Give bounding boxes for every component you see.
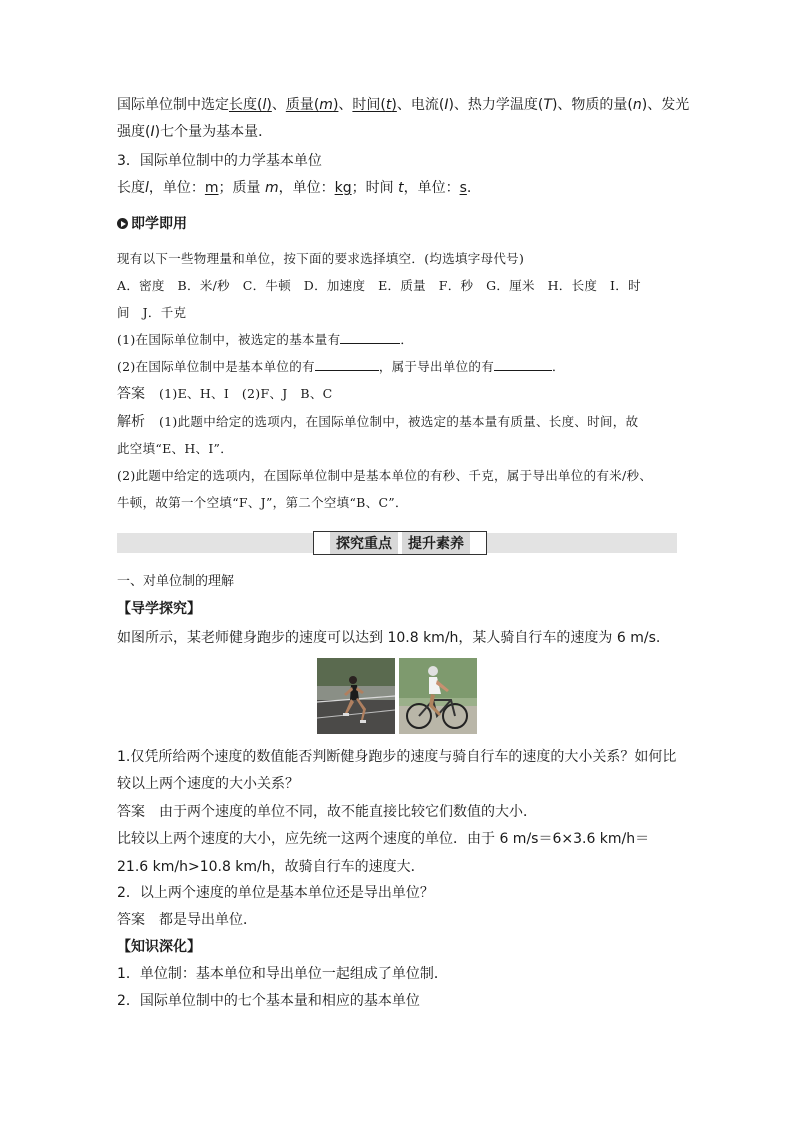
time-term: 时间(t)	[352, 97, 397, 113]
practice-answer: 答案 (1)E、H、I (2)F、J B、C	[117, 386, 333, 402]
practice-analysis-4: 牛顿，故第一个空填“F、J”，第二个空填“B、C”．	[117, 495, 408, 510]
practice-heading: 即学即用	[117, 214, 187, 234]
analysis-label: 解析	[117, 414, 145, 430]
a2-line: 答案 都是导出单位．	[117, 912, 257, 928]
banner-part-2: 提升素养	[402, 532, 470, 554]
practice-analysis-2: 此空填“E、H、I”．	[117, 441, 234, 456]
intro-text: 国际单位制中选定	[117, 97, 229, 113]
knowledge-2: 2．国际单位制中的七个基本量和相应的基本单位	[117, 993, 420, 1009]
runner-photo	[317, 658, 395, 734]
answer-blank-2	[315, 358, 379, 371]
sec3-units-line: 长度l，单位：m；质量 m，单位：kg；时间 t，单位：s.	[117, 180, 472, 196]
unit-s: s	[459, 180, 467, 196]
cyclist-image	[399, 658, 477, 734]
unit-m: m	[204, 180, 219, 196]
q1-line-1: 1.仅凭所给两个速度的数值能否判断健身跑步的速度与骑自行车的速度的大小关系？如何比	[117, 749, 677, 765]
mass-term: 质量(m)	[285, 97, 339, 113]
answer-blank-1	[340, 331, 400, 344]
guide-heading: 【导学探究】	[117, 601, 201, 617]
section1-title: 一、对单位制的理解	[117, 574, 235, 589]
unit-kg: kg	[334, 180, 352, 196]
practice-options-2: 间 J．千克	[117, 305, 187, 320]
banner-part-1: 探究重点	[330, 532, 398, 554]
banner-title	[313, 531, 487, 555]
cyclist-photo	[399, 658, 477, 734]
answer-label: 答案	[117, 804, 145, 820]
a1-line-1: 答案 由于两个速度的单位不同，故不能直接比较它们数值的大小．	[117, 804, 537, 820]
answer-label: 答案	[117, 386, 145, 402]
length-term: 长度(l)	[229, 97, 272, 113]
practice-q1: (1)在国际单位制中，被选定的基本量有 ．	[117, 332, 414, 347]
practice-analysis-3: (2)此题中给定的选项内，在国际单位制中是基本单位的有秒、千克，属于导出单位的有米/秒、	[117, 468, 653, 483]
sec3-title: 3．国际单位制中的力学基本单位	[117, 153, 322, 169]
bracket-icon: 【	[117, 939, 131, 955]
play-circle-icon	[117, 218, 128, 229]
intro-line-2: 强度(I)七个量为基本量．	[117, 124, 273, 140]
answer-label: 答案	[117, 912, 145, 928]
a1-line-2: 比较以上两个速度的大小，应先统一这两个速度的单位．由于 6 m/s＝6×3.6 km/h＝	[117, 831, 650, 847]
a1-line-3: 21.6 km/h>10.8 km/h，故骑自行车的速度大．	[117, 859, 425, 875]
section-banner	[117, 533, 677, 553]
q2-line: 2．以上两个速度的单位是基本单位还是导出单位？	[117, 885, 434, 901]
answer-blank-3	[494, 358, 552, 371]
runner-image	[317, 658, 395, 734]
knowledge-1: 1．单位制：基本单位和导出单位一起组成了单位制．	[117, 966, 448, 982]
intro-line-1: 国际单位制中选定长度(l)、质量(m)、时间(t)、电流(I)、热力学温度(T)、物质的量(n)、发光	[117, 97, 690, 113]
deep-heading: 【知识深化】	[117, 939, 201, 955]
practice-q2: (2)在国际单位制中是基本单位的有 ，属于导出单位的有 ．	[117, 359, 565, 374]
practice-options-1: A．密度 B．米/秒 C．牛顿 D．加速度 E．质量 F．秒 G．厘米 H．长度 I．时	[117, 278, 641, 293]
practice-question: 现有以下一些物理量和单位，按下面的要求选择填空．(均选填字母代号)	[117, 251, 525, 266]
practice-analysis-1: 解析 (1)此题中给定的选项内，在国际单位制中，被选定的基本量有质量、长度、时间，故	[117, 414, 639, 430]
bracket-icon: 【	[117, 601, 131, 617]
q1-line-2: 较以上两个速度的大小关系？	[117, 776, 299, 792]
guide-text: 如图所示，某老师健身跑步的速度可以达到 10.8 km/h，某人骑自行车的速度为 6 m/s.	[117, 630, 661, 646]
